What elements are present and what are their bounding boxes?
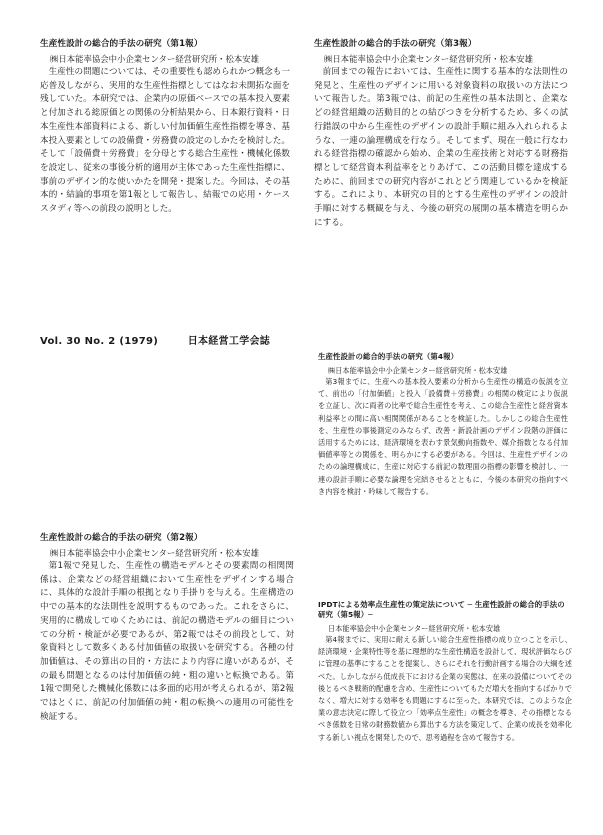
article-author: ㈱日本能率協会中小企業センター経営研究所・松本安雄 — [328, 366, 508, 375]
article-title: 生産性設計の総合的手法の研究（第1報） — [40, 39, 203, 49]
article-title: 生産性設計の総合的手法の研究（第2報） — [40, 533, 203, 543]
article-author: ㈱日本能率協会中小企業センター経営研究所・松本安雄 — [324, 54, 534, 64]
article-title: IPDTによる効率点生産性の策定法について ─ 生産性設計の総合的手法の研究（第5報）─ — [318, 600, 565, 619]
article-abstract: 前回までの報告においては、生産性に関する基本的な法則性の発見と、生産性のデザインに用いる対象資料の取扱いの方法について報告した。第3報では、前記の生産性の基本法則と、企業などの経営組織の活動目的との結びつきを分析するため、多くの試行錯誤の中から生産性のデザインの設計手順に組み入れられるような、一連の論理構成を行なう。そしてまず、現在一般に行なわれる経営指標の確認から始め、企業の生産技術と対応する財務指標として経営資本利益率をとりあげて、この活動目標を達成するために、前回までの研究内容がこれとどう関連しているかを検証する。これにより、本研究の目的とする生産性のデザインの設計手順に対する概観を与え、今後の研究の展開の基本構造を明らかにする。 — [314, 67, 568, 228]
article-title: 生産性設計の総合的手法の研究（第3報） — [314, 39, 477, 49]
journal-volume: Vol. 30 No. 2 (1979) — [40, 336, 159, 347]
article-part1 — [40, 39, 290, 217]
article-part3 — [314, 39, 568, 230]
article-author: ㈱日本能率協会中小企業センター経営研究所・松本安雄 — [50, 54, 260, 64]
article-author: ㈱日本能率協会中小企業センター経営研究所・松本安雄 — [50, 548, 260, 558]
journal-header — [40, 332, 270, 347]
article-title: 生産性設計の総合的手法の研究（第4報） — [318, 352, 459, 361]
article-part4 — [318, 352, 568, 498]
article-abstract: 第4報までに、実用に耐える新しい総合生産性指標の成り立つことを示し、経済環境・企業特性等を基に理想的な生産性構造を設計して、現状評価ならびに管理の基準にすることを提案し、さらにそれを行動計画する場合の大綱を述べた。しかしながら低成長下における企業の実態は、在来の設備についてその後とるべき戦術的配慮を含め、生産性についてもただ増大を指向するばかりでなく、増大に対する効率をも問題にするに至った。本研究では、このような企業の意志決定に際して役立つ「効率点生産性」の概念を導き、その指標となるべき係数を日常の財務数値から算出する方法を策定して、企業の成長を効率化する新しい視点を開発したので、思考過程を含めて報告する。 — [318, 635, 572, 742]
article-part5 — [318, 600, 572, 744]
article-author: 日本能率協会中小企業センター経営研究所・松本安雄 — [328, 624, 501, 633]
article-abstract: 第3報までに、生産への基本投入要素の分析から生産性の構造の仮説を立て、前出の「付加価値」と投入「設備費＋労務費」の相関の検定により仮説を立証し、次に両者の比率で総合生産性を考え、この総合生産性と経営資本利益率との間に高い相関関係があることを検証した。しかしこの総合生産性を、生産性の事後測定のみならず、改善・新設計画のデザイン段階の評価に活用するためには、経済環境を表わす景気動向指数や、媒介指数となる付加価値率等との関係を、明らかにする必要がある。今回は、生産性デザインのための論理構成に、生産に対応する前記の数理面の指標の影響を検討し、一連の設計手順に必要な論理を完結させるとともに、今後の本研究の指向すべき内容を検討・吟味して報告する。 — [318, 377, 568, 496]
article-abstract: 第1報で発見した、生産性の構造モデルとその要素間の相関関係は、企業などの経営組織において生産性をデザインする場合に、具体的な設計手順の根拠となり手掛りを与える。生産構造の中での基本的な法則性を説明するものであった。これをさらに、実用的に構成してゆくためには、前記の構造モデルの細目についての分析・検証が必要であるが、第2報ではその前段として、対象資料として数多くある付加価値の取扱いを研究する。各種の付加価値は、その算出の目的・方法により内容に違いがあるが、その最も問題となるのは付加価値の純・粗の違いと転換である。第1報で開発した機械化係数には多面的応用が考えられるが、第2報ではとくに、前記の付加価値の純・粗の転換への適用の可能性を検証する。 — [40, 561, 294, 722]
journal-society: 日本経営工学会誌 — [187, 336, 271, 347]
article-part2 — [40, 533, 294, 724]
article-abstract: 生産性の問題については、その重要性も認められかつ概念も一応普及しながら、実用的な生産性指標としてはなお未開拓な面を残していた。本研究では、企業内の原価ベースでの基本投入要素と付加される総原価との関係の分析結果から、日本銀行資料・日本生産性本部資料による、新しい付加価値生産性指標を導き、基本投入要素としての設備費・労務費の設定のしかたを検討した。そして「設備費＋労務費」を分母とする総合生産性・機械化係数を設定し、従来の事後分析的適用が主体であった生産性指標に、事前のデザイン的な使いかたを開発・提案した。今回は、その基本的・結論的事項を第1報として報告し、結報での応用・ケーススタディ等への前段の説明とした。 — [40, 67, 290, 215]
